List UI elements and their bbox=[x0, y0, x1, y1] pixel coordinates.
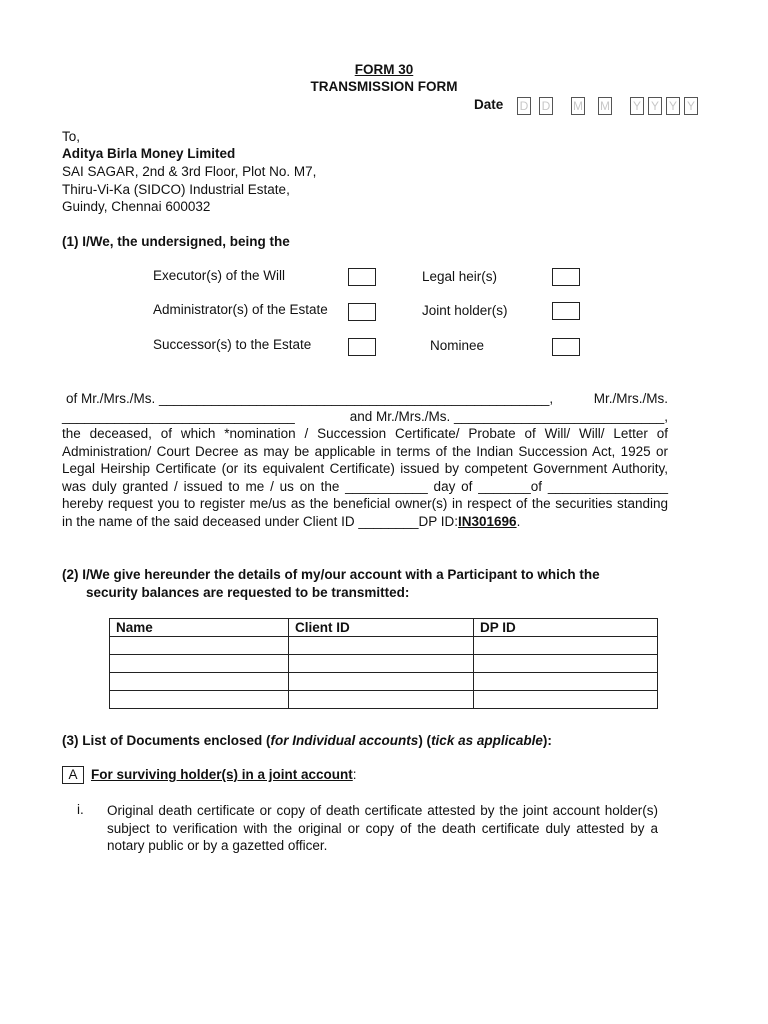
dp-id-cell[interactable] bbox=[474, 673, 658, 691]
option-executor-label: Executor(s) of the Will bbox=[153, 268, 286, 283]
dp-id-cell[interactable] bbox=[474, 691, 658, 709]
administrator-checkbox[interactable] bbox=[348, 303, 376, 321]
date-year-2[interactable]: Y bbox=[648, 97, 662, 115]
option-legal-heir-label: Legal heir(s) bbox=[422, 269, 498, 284]
option-joint-holder-label: Joint holder(s) bbox=[422, 303, 508, 318]
table-row bbox=[110, 673, 658, 691]
item-i-line-2: subject to verification with the original or copy of the death certificate duly attested by a bbox=[107, 820, 658, 836]
form-number: FORM 30 bbox=[354, 62, 414, 77]
declaration-line-4: Administration/ Court Decree as may be applicable in terms of the Indian Succession Act, 1925 or bbox=[62, 443, 668, 459]
section-1-heading: (1) I/We, the undersigned, being the bbox=[62, 234, 290, 249]
declaration-line-7: hereby request you to register me/us as the beneficial owner(s) in respect of the securities standing bbox=[62, 496, 668, 511]
period: . bbox=[516, 513, 521, 529]
successor-checkbox[interactable] bbox=[348, 338, 376, 356]
date-year-3[interactable]: Y bbox=[666, 97, 680, 115]
declaration-line-6[interactable]: was duly granted / issued to me / us on the ___________ day of _______of ________________ bbox=[62, 478, 668, 494]
joint-holder-checkbox[interactable] bbox=[552, 302, 580, 320]
date-year-1[interactable]: Y bbox=[630, 97, 644, 115]
declaration-line-8 bbox=[62, 513, 668, 531]
date-label: Date bbox=[474, 97, 504, 112]
form-title: TRANSMISSION FORM bbox=[310, 79, 458, 94]
section-3-heading bbox=[62, 733, 552, 748]
deceased-name-line-1[interactable]: of Mr./Mrs./Ms. ____________________________________________________, bbox=[66, 391, 554, 406]
address-line-2: Thiru-Vi-Ka (SIDCO) Industrial Estate, bbox=[62, 182, 290, 197]
item-i-text bbox=[107, 802, 658, 855]
heading-italic-part: for Individual accounts bbox=[270, 733, 419, 748]
declaration-line-5: Legal Heirship Certificate (or its equivalent Certificate) issued by competent Government Authority, bbox=[62, 461, 668, 476]
section-2-heading-line-1: (2) I/We give hereunder the details of my/our account with a Participant to which the bbox=[62, 567, 600, 582]
item-i-marker: i. bbox=[77, 802, 84, 817]
address-line-1: SAI SAGAR, 2nd & 3rd Floor, Plot No. M7, bbox=[62, 164, 317, 179]
colon: : bbox=[352, 767, 357, 782]
subsection-a-label: A bbox=[62, 766, 84, 784]
heading-part: ) ( bbox=[418, 733, 432, 748]
legal-heir-checkbox[interactable] bbox=[552, 268, 580, 286]
subsection-a-title-text: For surviving holder(s) in a joint account bbox=[91, 767, 353, 782]
nominee-checkbox[interactable] bbox=[552, 338, 580, 356]
date-month-2[interactable]: M bbox=[600, 99, 610, 113]
subsection-a-title bbox=[91, 767, 357, 782]
section-2-heading-line-2: security balances are requested to be transmitted: bbox=[86, 585, 410, 600]
address-to: To, bbox=[62, 129, 81, 144]
table-row bbox=[110, 637, 658, 655]
dp-id-cell[interactable] bbox=[474, 637, 658, 655]
deceased-name-line-3[interactable]: and Mr./Mrs./Ms. ____________________________, bbox=[349, 408, 668, 424]
address-company: Aditya Birla Money Limited bbox=[62, 146, 236, 161]
dp-id-value: IN301696 bbox=[458, 513, 517, 529]
client-id-cell[interactable] bbox=[289, 655, 474, 673]
heading-part: ): bbox=[542, 733, 552, 748]
name-cell[interactable] bbox=[110, 637, 289, 655]
item-i-line-3: notary public or by a gazetted officer. bbox=[107, 838, 328, 853]
declaration-paragraph bbox=[62, 390, 668, 530]
dp-id-cell[interactable] bbox=[474, 655, 658, 673]
item-i-line-1: Original death certificate or copy of death certificate attested by the joint account holder(s) bbox=[107, 803, 658, 818]
date-day-2[interactable]: D bbox=[539, 97, 553, 115]
heading-italic-part: tick as applicable bbox=[431, 733, 543, 748]
client-id-cell[interactable] bbox=[289, 691, 474, 709]
name-cell[interactable] bbox=[110, 691, 289, 709]
name-cell[interactable] bbox=[110, 655, 289, 673]
column-client-id-header: Client ID bbox=[289, 619, 474, 637]
option-nominee-label: Nominee bbox=[430, 338, 485, 353]
option-administrator-label: Administrator(s) of the Estate bbox=[153, 302, 328, 317]
client-id-cell[interactable] bbox=[289, 637, 474, 655]
table-row bbox=[110, 691, 658, 709]
name-cell[interactable] bbox=[110, 673, 289, 691]
option-successor-label: Successor(s) to the Estate bbox=[153, 337, 312, 352]
date-month-1[interactable]: M bbox=[573, 99, 583, 113]
executor-checkbox[interactable] bbox=[348, 268, 376, 286]
client-id-text[interactable]: in the name of the said deceased under Client ID ________DP ID: bbox=[62, 513, 459, 529]
deceased-name-line-2[interactable]: _______________________________ bbox=[62, 408, 295, 424]
account-details-table bbox=[109, 618, 658, 709]
table-row bbox=[110, 655, 658, 673]
address-line-3: Guindy, Chennai 600032 bbox=[62, 199, 211, 214]
column-dp-id-header: DP ID bbox=[474, 619, 658, 637]
date-day-1[interactable]: D bbox=[517, 97, 531, 115]
declaration-line-3: the deceased, of which *nomination / Succession Certificate/ Probate of Will/ Will/ Letter of bbox=[62, 426, 668, 441]
heading-part: (3) List of Documents enclosed ( bbox=[62, 733, 271, 748]
client-id-cell[interactable] bbox=[289, 673, 474, 691]
column-name-header: Name bbox=[110, 619, 289, 637]
table-header-row bbox=[110, 619, 658, 637]
mr-mrs-ms-label: Mr./Mrs./Ms. bbox=[593, 391, 668, 406]
date-year-4[interactable]: Y bbox=[684, 97, 698, 115]
